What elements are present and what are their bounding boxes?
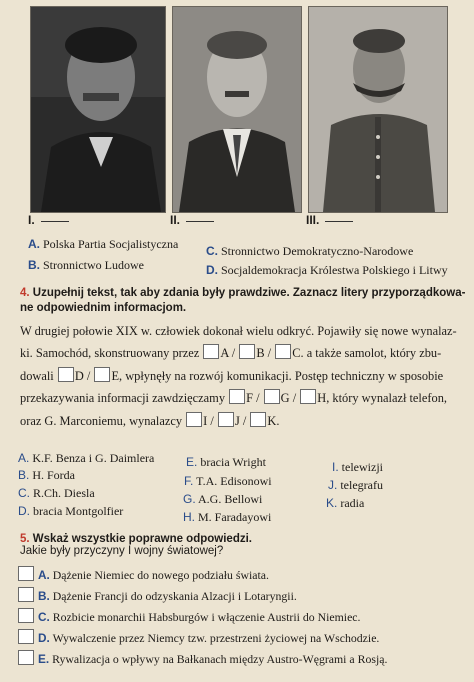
answer-option-a-letter: A.	[18, 451, 30, 465]
letter-d: D	[74, 368, 84, 383]
answer-option-b	[18, 468, 75, 483]
choice-c[interactable]	[18, 608, 361, 625]
party-option-d-letter: D.	[206, 263, 218, 277]
answer-option-h	[183, 510, 271, 525]
checkbox-c[interactable]	[275, 344, 291, 359]
answer-option-d-letter: D.	[18, 504, 30, 518]
party-option-b-letter: B.	[28, 258, 40, 272]
text-line-4: przekazywania informacji zawdzięczamy F / G / H, który wynalazł telefon,	[20, 391, 447, 406]
choice-c-checkbox[interactable]	[18, 608, 34, 623]
text-line-3: dowali D / E, wpłynęły na rozwój komunikacji. Postęp techniczny w sposobie	[20, 368, 444, 383]
answer-option-f	[184, 474, 272, 489]
answer-blank-1[interactable]	[41, 220, 69, 222]
answer-option-i	[332, 460, 383, 475]
photo-label-3-text: III.	[306, 213, 320, 227]
checkbox-a[interactable]	[203, 344, 219, 359]
party-option-c-letter: C.	[206, 244, 218, 258]
choice-d-checkbox[interactable]	[18, 629, 34, 644]
choice-b-checkbox[interactable]	[18, 587, 34, 602]
party-option-c-text: Stronnictwo Demokratyczno-Narodowe	[221, 244, 414, 258]
party-option-b	[28, 258, 144, 273]
party-option-a	[28, 237, 178, 252]
answer-option-j-text: telegrafu	[340, 478, 383, 492]
answer-option-h-text: M. Faradayowi	[198, 510, 272, 524]
portrait-photo-3	[308, 6, 448, 213]
text-line-2: ki. Samochód, skonstruowany przez A / B / C. a także samolot, który zbu-	[20, 346, 442, 361]
answer-option-g-letter: G.	[183, 492, 196, 506]
photo-label-1	[28, 213, 69, 228]
text-line-2-part-a: ki. Samochód, skonstruowany przez	[20, 346, 200, 361]
task-4-text	[20, 320, 460, 432]
checkbox-i[interactable]	[186, 412, 202, 427]
letter-e: E,	[111, 368, 123, 383]
text-line-5-part-a: oraz G. Marconiemu, wynalazcy	[20, 413, 183, 428]
text-line-4-part-b: który wynalazł telefon,	[332, 391, 447, 406]
checkbox-e[interactable]	[94, 367, 110, 382]
checkbox-b[interactable]	[239, 344, 255, 359]
answer-blank-2[interactable]	[186, 220, 214, 222]
party-option-b-text: Stronnictwo Ludowe	[43, 258, 144, 272]
answer-option-c-text: R.Ch. Diesla	[33, 486, 95, 500]
choice-e-text: Rywalizacja o wpływy na Bałkanach między Austro-Węgrami a Rosją.	[52, 652, 388, 666]
text-line-1: W drugiej połowie XIX w. człowiek dokonał wielu odkryć. Pojawiły się nowe wynalaz-	[20, 324, 457, 338]
party-option-d-text: Socjaldemokracja Królestwa Polskiego i Litwy	[221, 263, 448, 277]
letter-i: I	[203, 413, 208, 428]
choice-b-letter: B.	[38, 589, 50, 603]
answer-option-d	[18, 504, 123, 519]
choice-d-letter: D.	[38, 631, 50, 645]
choice-d-text: Wywalczenie przez Niemcy tzw. przestrzeni życiowej na Wschodzie.	[52, 631, 380, 645]
task-4-number: 4.	[20, 287, 30, 299]
answer-option-j-letter: J.	[328, 478, 338, 492]
photo-label-2	[170, 213, 214, 228]
answer-option-e-letter: E.	[186, 455, 198, 469]
answer-option-j	[328, 478, 383, 493]
letter-g: G	[280, 391, 290, 406]
choice-a-text: Dążenie Niemiec do nowego podziału świata.	[52, 568, 269, 582]
choice-e[interactable]	[18, 650, 387, 667]
answer-option-g	[183, 492, 262, 507]
answer-option-f-letter: F.	[184, 474, 194, 488]
checkbox-h[interactable]	[300, 389, 316, 404]
choice-a[interactable]	[18, 566, 269, 583]
party-option-a-text: Polska Partia Socjalistyczna	[43, 237, 179, 251]
text-line-5: oraz G. Marconiemu, wynalazcy I / J / K.	[20, 413, 280, 428]
answer-option-a	[18, 451, 154, 466]
checkbox-g[interactable]	[264, 389, 280, 404]
letter-j: J	[234, 413, 240, 428]
answer-option-k-text: radia	[340, 496, 365, 510]
text-line-3-part-b: wpłynęły na rozwój komunikacji. Postęp techniczny w sposobie	[125, 368, 444, 383]
answer-option-a-text: K.F. Benza i G. Daimlera	[32, 451, 155, 465]
portrait-photo-1	[30, 6, 166, 213]
text-line-2-part-b: a także samolot, który zbu-	[306, 346, 442, 361]
answer-option-k	[326, 496, 364, 511]
answer-option-b-letter: B.	[18, 468, 30, 482]
checkbox-j[interactable]	[218, 412, 234, 427]
answer-option-b-text: H. Forda	[32, 468, 76, 482]
task-5-instruction-text: Wskaż wszystkie poprawne odpowiedzi.	[32, 533, 252, 545]
letter-c: C.	[292, 346, 304, 361]
choice-b-text: Dążenie Francji do odzyskania Alzacji i Lotaryngii.	[52, 589, 297, 603]
choice-c-text: Rozbicie monarchii Habsburgów i włączenie Austrii do Niemiec.	[52, 610, 361, 624]
choice-e-letter: E.	[38, 652, 50, 666]
answer-option-d-text: bracia Montgolfier	[33, 504, 124, 518]
text-line-4-part-a: przekazywania informacji zawdzięczamy	[20, 391, 226, 406]
letter-b: B	[256, 346, 265, 361]
portrait-photo-2	[172, 6, 302, 213]
party-option-c	[206, 244, 413, 259]
photo-label-1-text: I.	[28, 213, 35, 227]
choice-b[interactable]	[18, 587, 297, 604]
answer-option-c-letter: C.	[18, 486, 30, 500]
text-line-3-part-a: dowali	[20, 368, 54, 383]
task-4-instruction-line2: ne odpowiednim informacjom.	[20, 302, 187, 314]
answer-option-f-text: T.A. Edisonowi	[196, 474, 272, 488]
answer-option-c	[18, 486, 95, 501]
answer-option-h-letter: H.	[183, 510, 195, 524]
answer-option-k-letter: K.	[326, 496, 338, 510]
task-5-question: Jakie były przyczyny I wojny światowej?	[20, 545, 224, 557]
letter-h: H,	[317, 391, 330, 406]
task-4-instruction	[20, 286, 465, 316]
answer-option-e-text: bracia Wright	[200, 455, 266, 469]
checkbox-d[interactable]	[58, 367, 74, 382]
answer-option-g-text: A.G. Bellowi	[198, 492, 263, 506]
task-4-instruction-line1: Uzupełnij tekst, tak aby zdania były prawdziwe. Zaznacz litery przyporządkowa-	[32, 287, 466, 299]
letter-k: K.	[267, 413, 280, 428]
checkbox-f[interactable]	[229, 389, 245, 404]
photo-label-3	[306, 213, 353, 228]
choice-a-checkbox[interactable]	[18, 566, 34, 581]
answer-option-i-letter: I.	[332, 460, 339, 474]
choice-a-letter: A.	[38, 568, 50, 582]
party-option-d	[206, 263, 448, 278]
choice-d[interactable]	[18, 629, 379, 646]
party-option-a-letter: A.	[28, 237, 40, 251]
task-5-number: 5.	[20, 533, 30, 545]
choice-c-letter: C.	[38, 610, 50, 624]
answer-option-e	[186, 455, 266, 470]
answer-option-i-text: telewizji	[341, 460, 383, 474]
letter-a: A	[220, 346, 229, 361]
choice-e-checkbox[interactable]	[18, 650, 34, 665]
checkbox-k[interactable]	[250, 412, 266, 427]
photo-label-2-text: II.	[170, 213, 181, 227]
letter-f: F	[246, 391, 254, 406]
answer-blank-3[interactable]	[325, 220, 353, 222]
